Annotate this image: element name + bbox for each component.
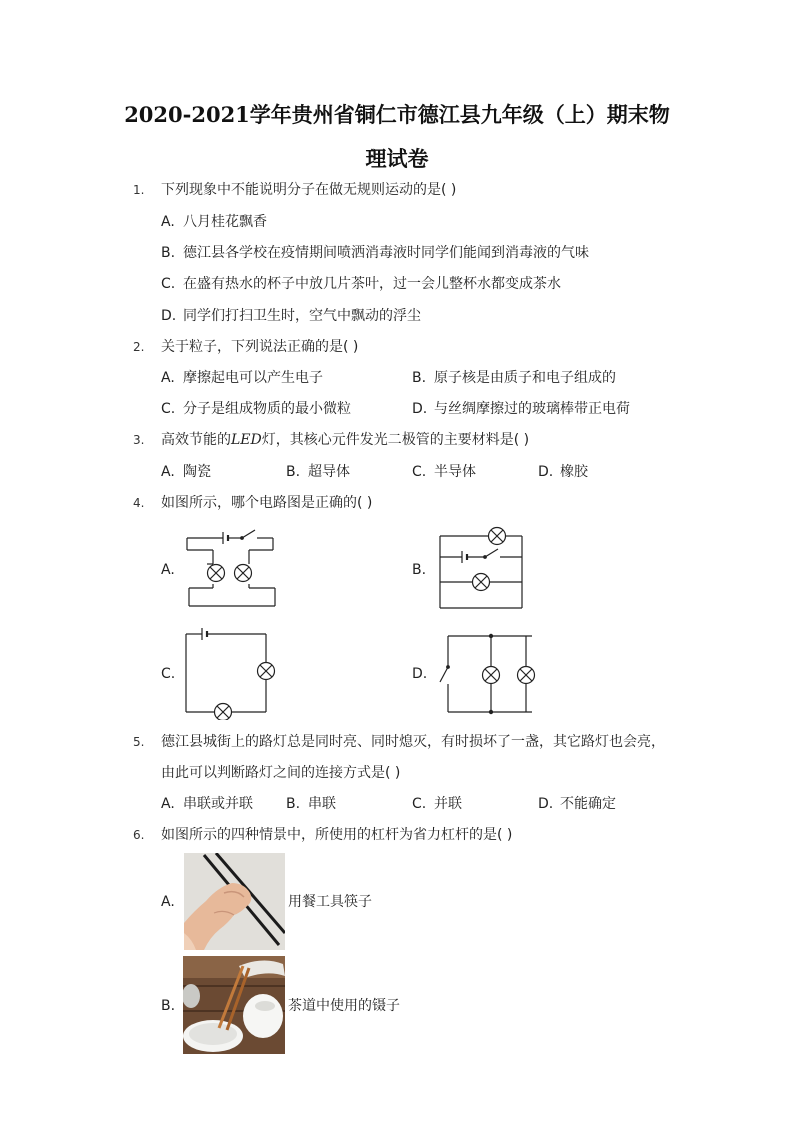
option-text: 原子核是由质子和电子组成的 <box>434 370 616 386</box>
circuit-diagram-b <box>436 526 526 612</box>
question-6-option-a-letter: A. <box>161 894 175 910</box>
circuit-diagram-c <box>182 624 278 720</box>
question-5-option-c <box>412 794 462 814</box>
option-letter: A. <box>161 370 175 386</box>
option-letter: C. <box>161 401 176 417</box>
question-4-stem: 如图所示，哪个电路图是正确的( ) <box>161 495 373 511</box>
option-letter: A. <box>161 214 175 230</box>
question-5-stem-line2: 由此可以判断路灯之间的连接方式是( ) <box>161 765 401 781</box>
option-letter: B. <box>161 245 176 261</box>
question-1-number: 1. <box>133 183 145 197</box>
option-letter: D. <box>538 796 554 812</box>
option-letter: A. <box>161 796 175 812</box>
question-3-option-d <box>538 462 588 482</box>
option-letter: B. <box>412 370 427 386</box>
option-letter: B. <box>286 464 301 480</box>
chopsticks-photo <box>184 853 285 950</box>
question-2-option-d <box>412 399 630 419</box>
question-5-number: 5. <box>133 735 145 749</box>
option-text: 串联或并联 <box>183 796 253 812</box>
circuit-diagram-a <box>183 528 279 610</box>
question-3-number: 3. <box>133 433 145 447</box>
question-1-option-d <box>161 306 421 326</box>
question-4-option-d-letter: D. <box>412 666 428 682</box>
option-text: 在盛有热水的杯子中放几片茶叶，过一会儿整杯水都变成茶水 <box>183 276 561 292</box>
question-4-option-c-letter: C. <box>161 666 176 682</box>
question-2-option-a <box>161 368 323 388</box>
question-6-option-a-text: 用餐工具筷子 <box>288 894 372 910</box>
question-5-stem-line1: 德江县城街上的路灯总是同时亮、同时熄灭，有时损坏了一盏，其它路灯也会亮， <box>161 734 665 750</box>
question-1-stem: 下列现象中不能说明分子在做无规则运动的是( ) <box>161 182 457 198</box>
question-5-option-d <box>538 794 616 814</box>
question-4-option-b-letter: B. <box>412 562 427 578</box>
option-text: 同学们打扫卫生时，空气中飘动的浮尘 <box>183 308 421 324</box>
option-text: 德江县各学校在疫情期间喷洒消毒液时同学们能闻到消毒液的气味 <box>183 245 589 261</box>
question-2-number: 2. <box>133 340 145 354</box>
option-text: 不能确定 <box>560 796 616 812</box>
circuit-diagram-d <box>436 630 540 716</box>
question-4-option-a-letter: A. <box>161 562 175 578</box>
exam-title-line1: 2020-2021学年贵州省铜仁市德江县九年级（上）期末物 <box>124 102 670 127</box>
question-3-option-b <box>286 462 350 482</box>
stem-part: 灯，其核心元件发光二极管的主要材料是( ) <box>261 432 530 448</box>
option-letter: D. <box>161 308 177 324</box>
question-3-stem <box>161 430 529 450</box>
option-text: 橡胶 <box>560 464 588 480</box>
option-letter: D. <box>412 401 428 417</box>
option-text: 并联 <box>434 796 462 812</box>
option-letter: D. <box>538 464 554 480</box>
question-2-stem: 关于粒子，下列说法正确的是( ) <box>161 339 359 355</box>
option-text: 串联 <box>308 796 336 812</box>
question-4-number: 4. <box>133 496 145 510</box>
question-3-option-a <box>161 462 211 482</box>
option-letter: C. <box>412 796 427 812</box>
question-1-option-b <box>161 243 589 263</box>
question-1-option-c <box>161 274 561 294</box>
option-text: 八月桂花飘香 <box>183 214 267 230</box>
option-letter: A. <box>161 464 175 480</box>
question-1-option-a <box>161 212 267 232</box>
option-text: 超导体 <box>308 464 350 480</box>
option-letter: C. <box>412 464 427 480</box>
stem-part: 高效节能的 <box>161 432 231 448</box>
option-text: 摩擦起电可以产生电子 <box>183 370 323 386</box>
question-6-option-b-letter: B. <box>161 998 176 1014</box>
question-2-option-b <box>412 368 616 388</box>
question-5-option-b <box>286 794 336 814</box>
option-text: 半导体 <box>434 464 476 480</box>
stem-italic-term: LED <box>231 432 262 448</box>
exam-title-line2: 理试卷 <box>365 146 429 171</box>
option-letter: C. <box>161 276 176 292</box>
option-text: 分子是组成物质的最小微粒 <box>183 401 351 417</box>
question-6-stem: 如图所示的四种情景中，所使用的杠杆为省力杠杆的是( ) <box>161 827 513 843</box>
question-3-option-c <box>412 462 476 482</box>
option-letter: B. <box>286 796 301 812</box>
option-text: 陶瓷 <box>183 464 211 480</box>
question-6-option-b-text: 茶道中使用的镊子 <box>288 998 400 1014</box>
question-6-number: 6. <box>133 828 145 842</box>
question-5-option-a <box>161 794 253 814</box>
option-text: 与丝绸摩擦过的玻璃棒带正电荷 <box>434 401 630 417</box>
tea-tongs-photo <box>183 956 285 1054</box>
question-2-option-c <box>161 399 351 419</box>
